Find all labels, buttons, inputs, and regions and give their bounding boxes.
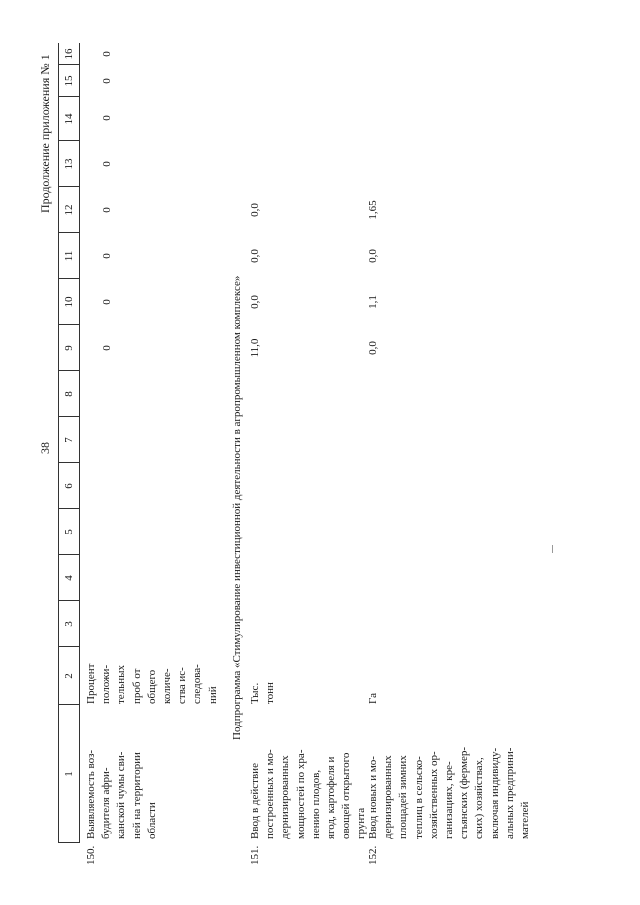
value-cell: 0,0 — [367, 341, 379, 355]
unit-of-measure: Процент положи- тельных проб от общего количе- ства ис- следова- ний — [85, 663, 219, 704]
unit-of-measure: Га — [367, 693, 379, 704]
value-cell: 0,0 — [367, 249, 379, 263]
appendix-note: Продолжение приложения № 1 — [38, 54, 52, 213]
table-top-border — [58, 43, 59, 843]
column-number: 11 — [63, 250, 75, 262]
value-cell: 0,0 — [249, 295, 261, 309]
value-cell: 0 — [101, 345, 113, 351]
column-number: 13 — [63, 158, 75, 170]
row-number: 151. — [249, 845, 261, 865]
value-cell: 0 — [101, 299, 113, 305]
indicator-name: Ввод новых и мо- дернизированных площадей зимних теплиц в сельско- хозяйственных ор- ганизациях, кре- стьянских (фермер- ских) хозяйствах, включая индивиду- альных предприни- мателей — [367, 746, 532, 839]
indicator-name: Выявляемость воз- будителя афри- канской чумы сви- ней на территории области — [85, 749, 158, 839]
row-number: 152. — [367, 845, 379, 865]
column-number: 5 — [63, 529, 75, 535]
column-number: 8 — [63, 391, 75, 397]
value-cell: 0 — [101, 115, 113, 121]
column-numbers-bottom-border — [79, 43, 80, 843]
value-cell: 0,0 — [249, 203, 261, 217]
value-cell: 0,0 — [249, 249, 261, 263]
value-cell: 1,65 — [367, 200, 379, 220]
column-number: 14 — [63, 113, 75, 125]
value-cell: 0 — [101, 161, 113, 167]
row-number: 150. — [85, 845, 97, 865]
value-cell: 11,0 — [249, 338, 261, 358]
column-number: 10 — [63, 296, 75, 308]
column-number: 4 — [63, 575, 75, 581]
value-cell: 1,1 — [367, 295, 379, 309]
scan-mark — [552, 545, 553, 553]
value-cell: 0 — [101, 51, 113, 57]
column-number: 12 — [63, 204, 75, 216]
subprogram-title: Подпрограмма «Стимулирование инвестиционной деятельности в агропромышленном комплексе» — [231, 275, 243, 740]
column-number: 7 — [63, 437, 75, 443]
value-cell: 0 — [101, 253, 113, 259]
page-number: 38 — [38, 442, 52, 454]
value-cell: 0 — [101, 78, 113, 84]
column-number: 2 — [63, 673, 75, 679]
column-number: 1 — [63, 771, 75, 777]
column-number: 6 — [63, 483, 75, 489]
column-number: 3 — [63, 621, 75, 627]
value-cell: 0 — [101, 207, 113, 213]
column-number: 15 — [63, 75, 75, 87]
column-number: 9 — [63, 345, 75, 351]
indicator-name: Ввод в действие построенных и мо- дернизированных мощностей по хра- нению плодов, ягод, картофеля и овощей открытого грунта — [249, 749, 368, 839]
column-number: 16 — [63, 48, 75, 60]
unit-of-measure: Тыс. тонн — [249, 682, 277, 704]
